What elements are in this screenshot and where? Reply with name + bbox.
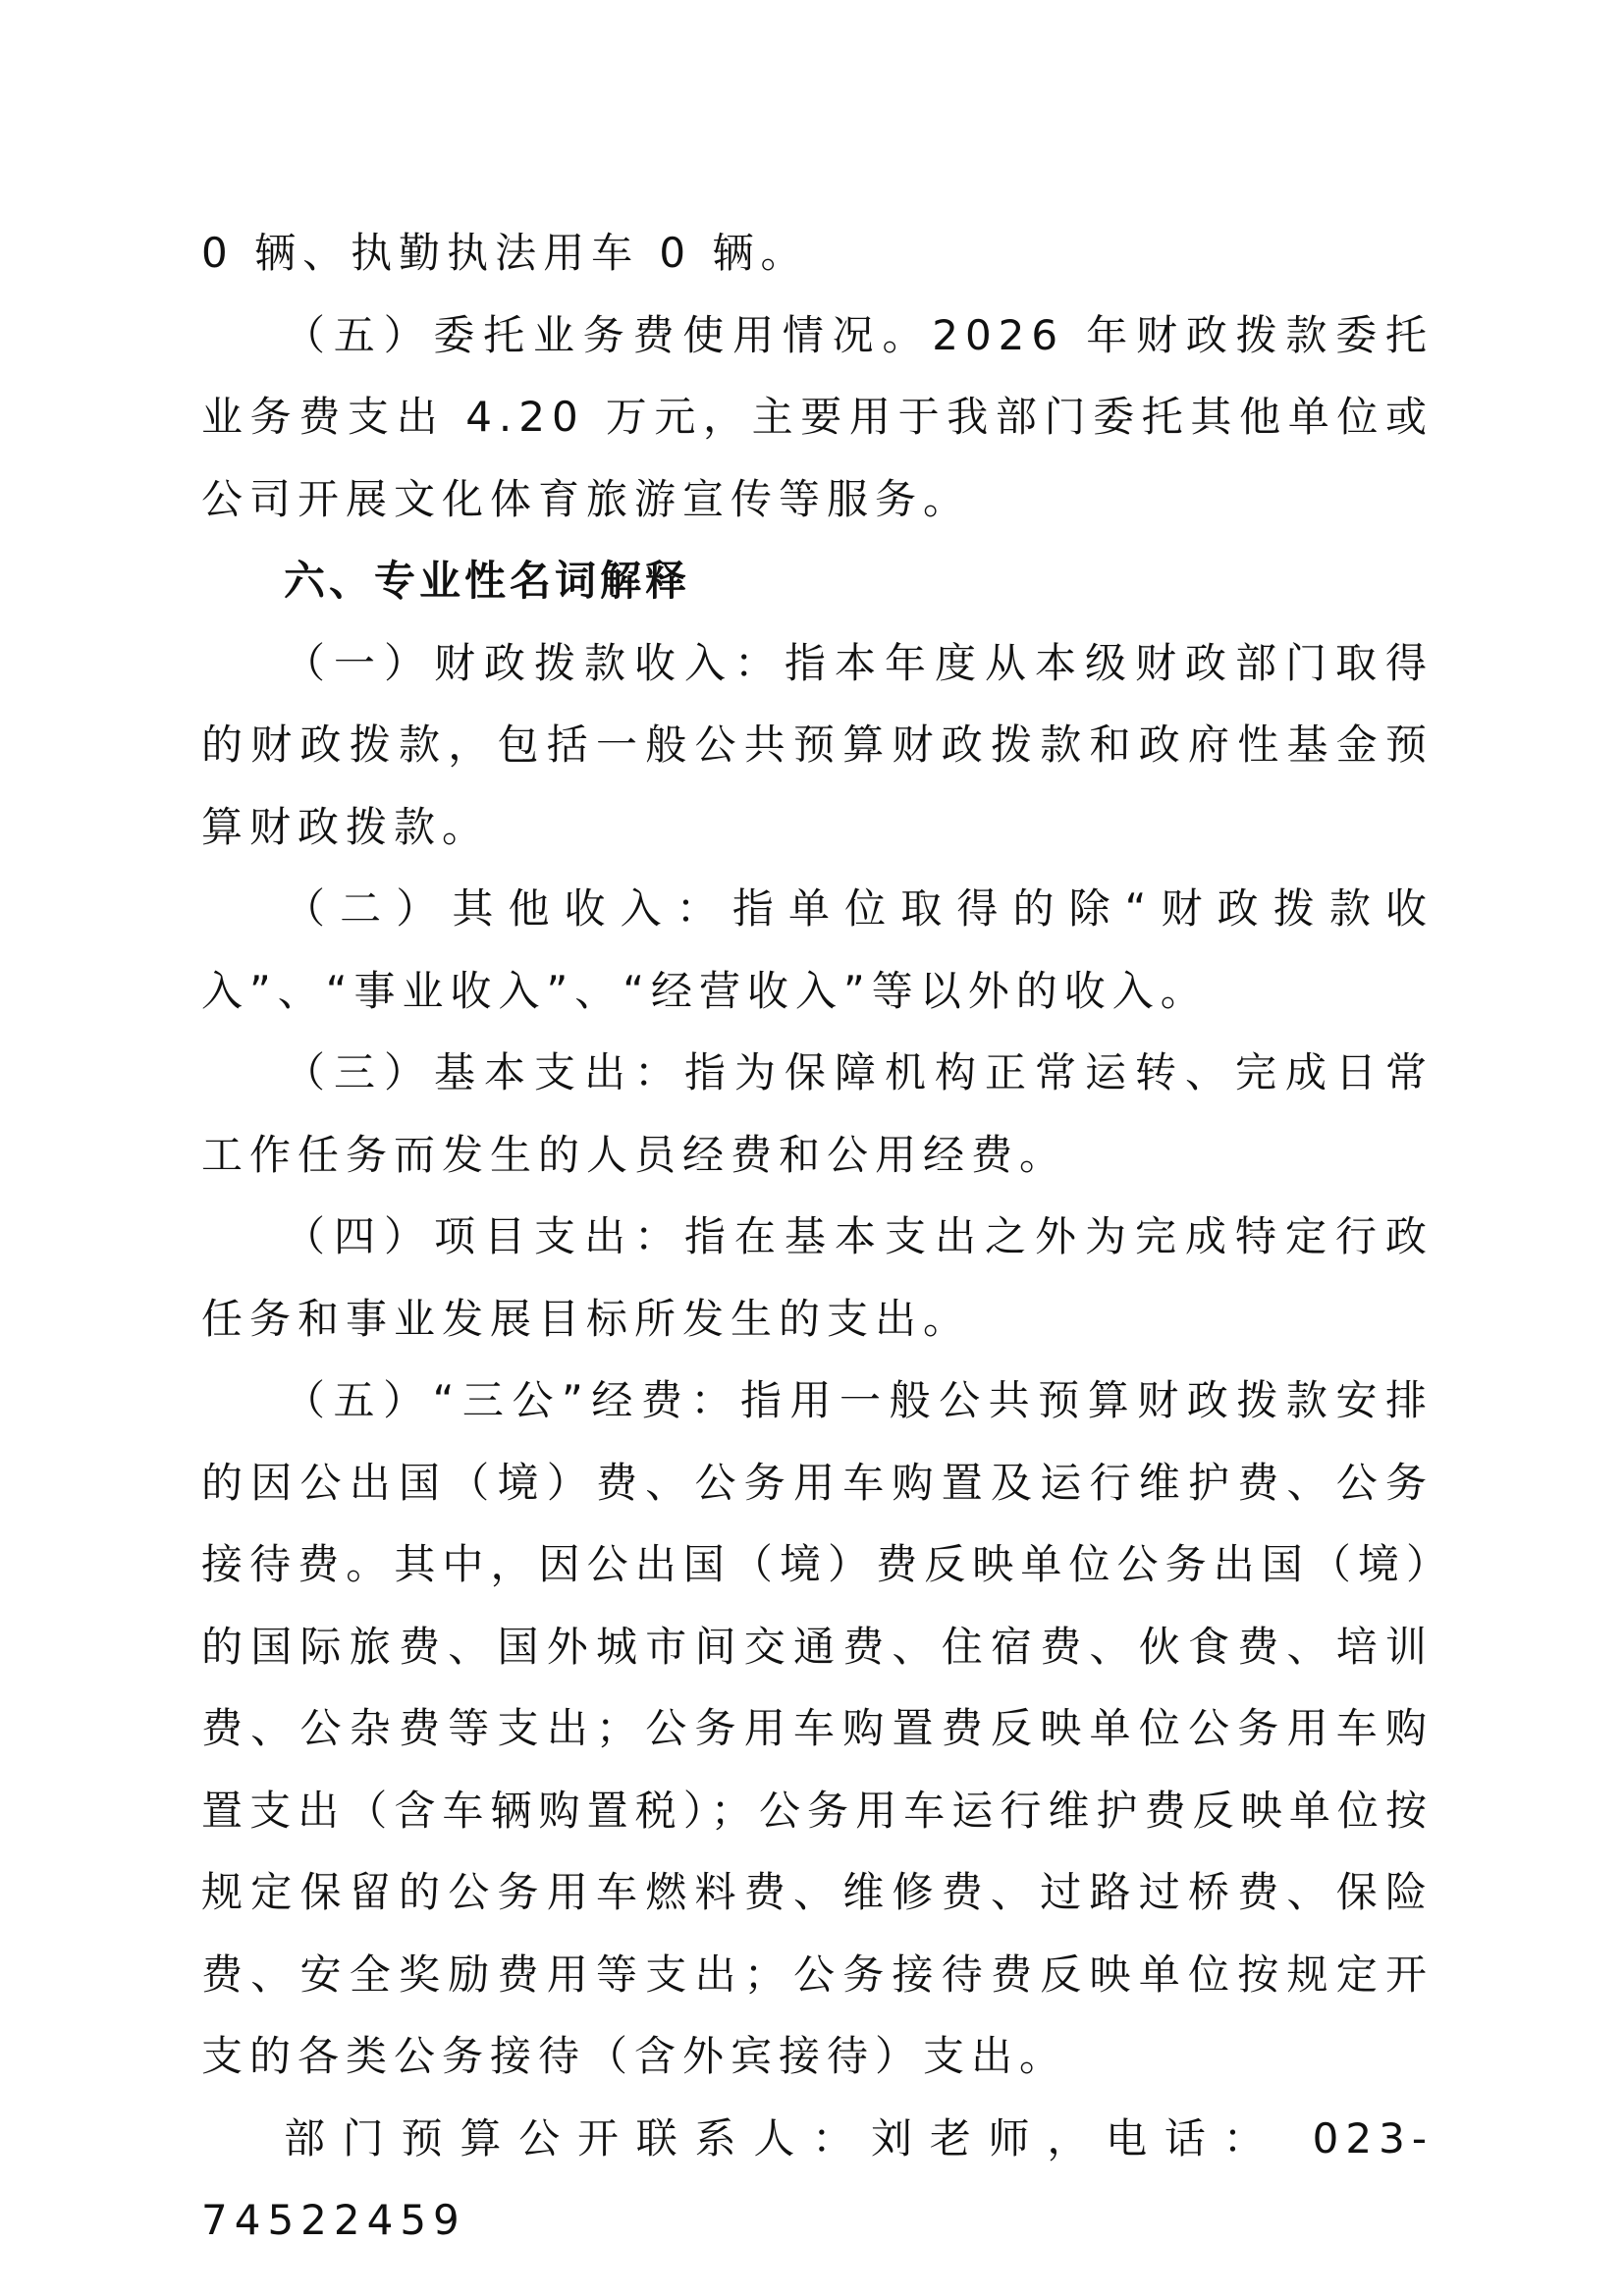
definition-fiscal-appropriation-income: （一）财政拨款收入：指本年度从本级财政部门取得的财政拨款，包括一般公共预算财政拨款和政府性基金预算财政拨款。: [201, 638, 1434, 851]
paragraph-commission-fees: （五）委托业务费使用情况。2026 年财政拨款委托业务费支出 4.20 万元，主要用于我部门委托其他单位或公司开展文化体育旅游宣传等服务。: [201, 310, 1434, 523]
definition-three-public-expenses: （五）“三公”经费：指用一般公共预算财政拨款安排的因公出国（境）费、公务用车购置及运行维护费、公务接待费。其中，因公出国（境）费反映单位公务出国（境）的国际旅费、国外城市间交通费、住宿费、伙食费、培训费、公杂费等支出；公务用车购置费反映单位公务用车购置支出（含车辆购置税）；公务用车运行维护费反映单位按规定保留的公务用车燃料费、维修费、过路过桥费、保险费、安全奖励费用等支出；公务接待费反映单位按规定开支的各类公务接待（含外宾接待）支出。: [201, 1376, 1434, 2080]
paragraph-vehicle-continuation: 0 辆、执勤执法用车 0 辆。: [201, 229, 809, 277]
definition-basic-expenditure: （三）基本支出：指为保障机构正常运转、完成日常工作任务而发生的人员经费和公用经费。: [201, 1048, 1434, 1179]
definition-project-expenditure: （四）项目支出：指在基本支出之外为完成特定行政任务和事业发展目标所发生的支出。: [201, 1212, 1434, 1343]
definition-other-income: （二）其他收入：指单位取得的除“财政拨款收入”、“事业收入”、“经营收入”等以外的收入。: [201, 884, 1434, 1015]
section-heading-terms: 六、专业性名词解释: [284, 557, 691, 605]
document-page: [201, 212, 1434, 2262]
contact-line: 部门预算公开联系人：刘老师，电话： 023-74522459: [201, 2113, 1434, 2244]
